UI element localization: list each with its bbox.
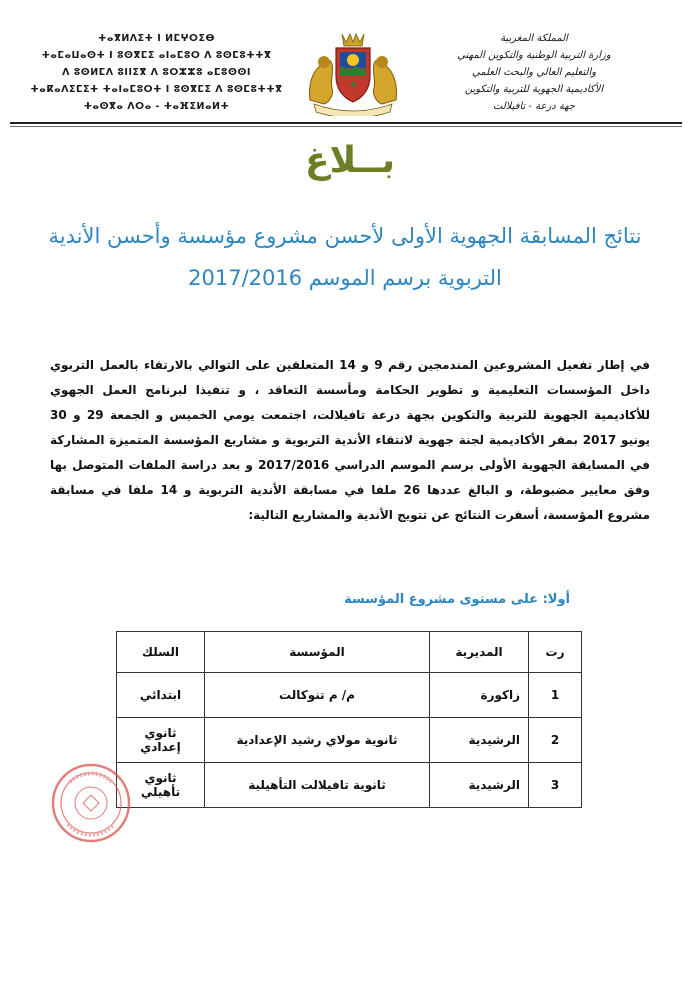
- document-title: بــلاغ: [304, 140, 396, 181]
- header-directorate: المديرية: [430, 632, 529, 673]
- section-heading: أولا: على مستوى مشروع المؤسسة: [344, 592, 570, 607]
- official-seal-stamp-icon: [50, 762, 132, 844]
- table-header-row: [117, 632, 582, 673]
- tifinagh-header: [14, 30, 299, 115]
- cell-directorate: الرشيدية: [430, 718, 529, 763]
- arabic-header-line: الأكاديمية الجهوية للتربية والتكوين: [464, 84, 604, 95]
- header-divider: [10, 122, 682, 124]
- cell-level: ثانوي تأهيلي: [117, 763, 205, 808]
- cell-level: ابتدائي: [117, 673, 205, 718]
- tifinagh-line: ⵜⴰⴳⵍⴷⵉⵜ ⵏ ⵍⵎⵖⵔⵉⴱ: [98, 33, 215, 44]
- tifinagh-line: ⵜⴰⵙⴳⴰ ⴷⵔⴰ - ⵜⴰⴼⵉⵍⴰⵍⵜ: [83, 101, 230, 112]
- cell-directorate: الرشيدية: [430, 763, 529, 808]
- table-row: [117, 763, 582, 808]
- arabic-header-line: المملكة المغربية: [500, 33, 568, 44]
- tifinagh-line: ⵜⴰⴽⴰⴷⵉⵎⵉⵜ ⵜⴰⵏⴰⵎⵓⵔⵜ ⵏ ⵓⵙⴳⵎⵉ ⴷ ⵓⵙⵎⵓⵜⵜⴳ: [30, 84, 283, 95]
- header-rank: رت: [529, 632, 582, 673]
- cell-institution: م/ م تنوكالت: [205, 673, 430, 718]
- arabic-header-line: والتعليم العالي والبحث العلمي: [471, 67, 597, 78]
- announcement-paragraph: في إطار تفعيل المشروعين المندمجين رقم 9 و 14 المتعلقين على التوالي بالارتقاء بالعمل التربوي داخل المؤسسات التعليمية و تطوير الحكامة ومأسسة التعاقد ، و تنفيذا لبرنامج العمل الجهوي للأكاديمية الجهوية للتربية والتكوين بجهة درعة تافيلالت، اجتمعت يومي الخميس و الجمعة 29 و 30 يونيو 2017 بمقر الأكاديمية لجنة جهوية لانتقاء الأندية التربوية و مشاريع المؤسسة المتميزة المشاركة في المسابقة الجهوية الأولى برسم الموسم الدراسي 2017/2016 و بعد دراسة الملفات المتوصل بها وفق معايير مضبوطة، و البالغ عددها 26 ملفا في مسابقة الأندية التربوية و 14 ملفا في مسابقة مشروع المؤسسة، أسفرت النتائج عن تتويج الأندية والمشاريع التالية:: [50, 358, 651, 522]
- table-row: [117, 718, 582, 763]
- cell-level: ثانوي إعدادي: [117, 718, 205, 763]
- cell-institution: ثانوية تافيلالت التأهيلية: [205, 763, 430, 808]
- table-row: [117, 673, 582, 718]
- header-institution: المؤسسة: [205, 632, 430, 673]
- letterhead: [0, 0, 700, 128]
- moroccan-coat-of-arms-icon: [300, 28, 406, 116]
- tifinagh-line: ⵜⴰⵎⴰⵡⴰⵙⵜ ⵏ ⵓⵙⴳⵎⵉ ⴰⵏⴰⵎⵓⵔ ⴷ ⵓⵙⵎⵓⵜⵜⴳ: [41, 50, 272, 61]
- arabic-header-line: جهة درعة - تافيلالت: [492, 101, 576, 112]
- results-table: [116, 631, 582, 808]
- cell-rank: 1: [529, 673, 582, 718]
- document-subtitle-line-1: نتائج المسابقة الجهوية الأولى لأحسن مشروع مؤسسة وأحسن الأندية: [48, 224, 642, 248]
- cell-directorate: زاكورة: [430, 673, 529, 718]
- cell-rank: 3: [529, 763, 582, 808]
- document-subtitle-line-2: التربوية برسم الموسم 2017/2016: [188, 266, 502, 290]
- cell-rank: 2: [529, 718, 582, 763]
- arabic-header: [404, 30, 664, 115]
- header-level: السلك: [117, 632, 205, 673]
- tifinagh-line: ⴷ ⵓⵙⵍⵎⴷ ⵓⵏⵏⵉⴳ ⴷ ⵓⵔⵣⵣⵓ ⴰⵎⵓⵙⵙⵏ: [62, 67, 251, 78]
- header-divider-thin: [10, 126, 682, 127]
- cell-institution: ثانوية مولاي رشيد الإعدادية: [205, 718, 430, 763]
- arabic-header-line: وزارة التربية الوطنية والتكوين المهني: [457, 50, 611, 61]
